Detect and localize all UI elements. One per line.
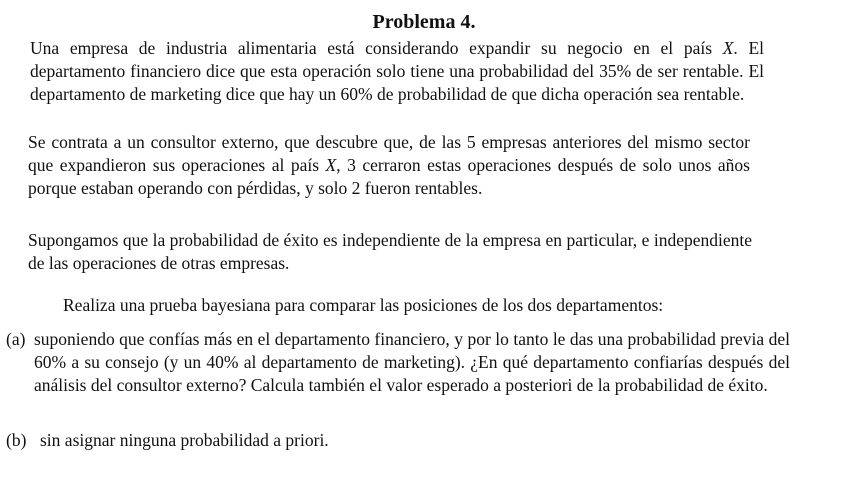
paragraph-context-text-2: . El departamento financiero dice que esta operación solo tiene una probabilidad del 35% de ser rentable. El departamento de marketing dice que hay un 60% de probabilidad de que dicha operación sea rentable. bbox=[30, 38, 764, 104]
item-label-b: (b) bbox=[6, 430, 27, 450]
problem-title: Problema 4. bbox=[372, 11, 476, 33]
item-label-a: (a) bbox=[6, 329, 26, 349]
paragraph-consultant bbox=[28, 131, 750, 200]
paragraph-assumption: Supongamos que la probabilidad de éxito es independiente de la empresa en particular, e independiente de las operaciones de otras empresas. bbox=[28, 230, 752, 273]
instruction-text: Realiza una prueba bayesiana para comparar las posiciones de los dos departamentos: bbox=[63, 295, 664, 315]
item-text-b: sin asignar ninguna probabilidad a priori. bbox=[40, 430, 329, 450]
question-item-a bbox=[6, 328, 790, 397]
paragraph-context bbox=[30, 37, 764, 106]
paragraph-consultant-text-1: Se contrata a un consultor externo, que descubre que, de las 5 empresas anteriores del mismo sector que expandieron sus operaciones al país bbox=[28, 132, 750, 175]
paragraph-context-text-1: Una empresa de industria alimentaria está considerando expandir su negocio en el país bbox=[30, 38, 723, 58]
item-text-a: suponiendo que confías más en el departamento financiero, y por lo tanto le das una probabilidad previa del 60% a su consejo (y un 40% al departamento de marketing). ¿En qué departamento confiarías después del análisis del consultor externo? Calcula también el valor esperado a posteriori de la probabilidad de éxito. bbox=[34, 329, 790, 395]
country-variable: X bbox=[722, 38, 734, 58]
paragraph-consultant-text-2: , 3 cerraron estas operaciones después de solo unos años porque estaban operando con pérdidas, y solo 2 fueron rentables. bbox=[28, 155, 750, 198]
question-item-b bbox=[6, 429, 790, 452]
country-variable: X bbox=[325, 155, 337, 175]
